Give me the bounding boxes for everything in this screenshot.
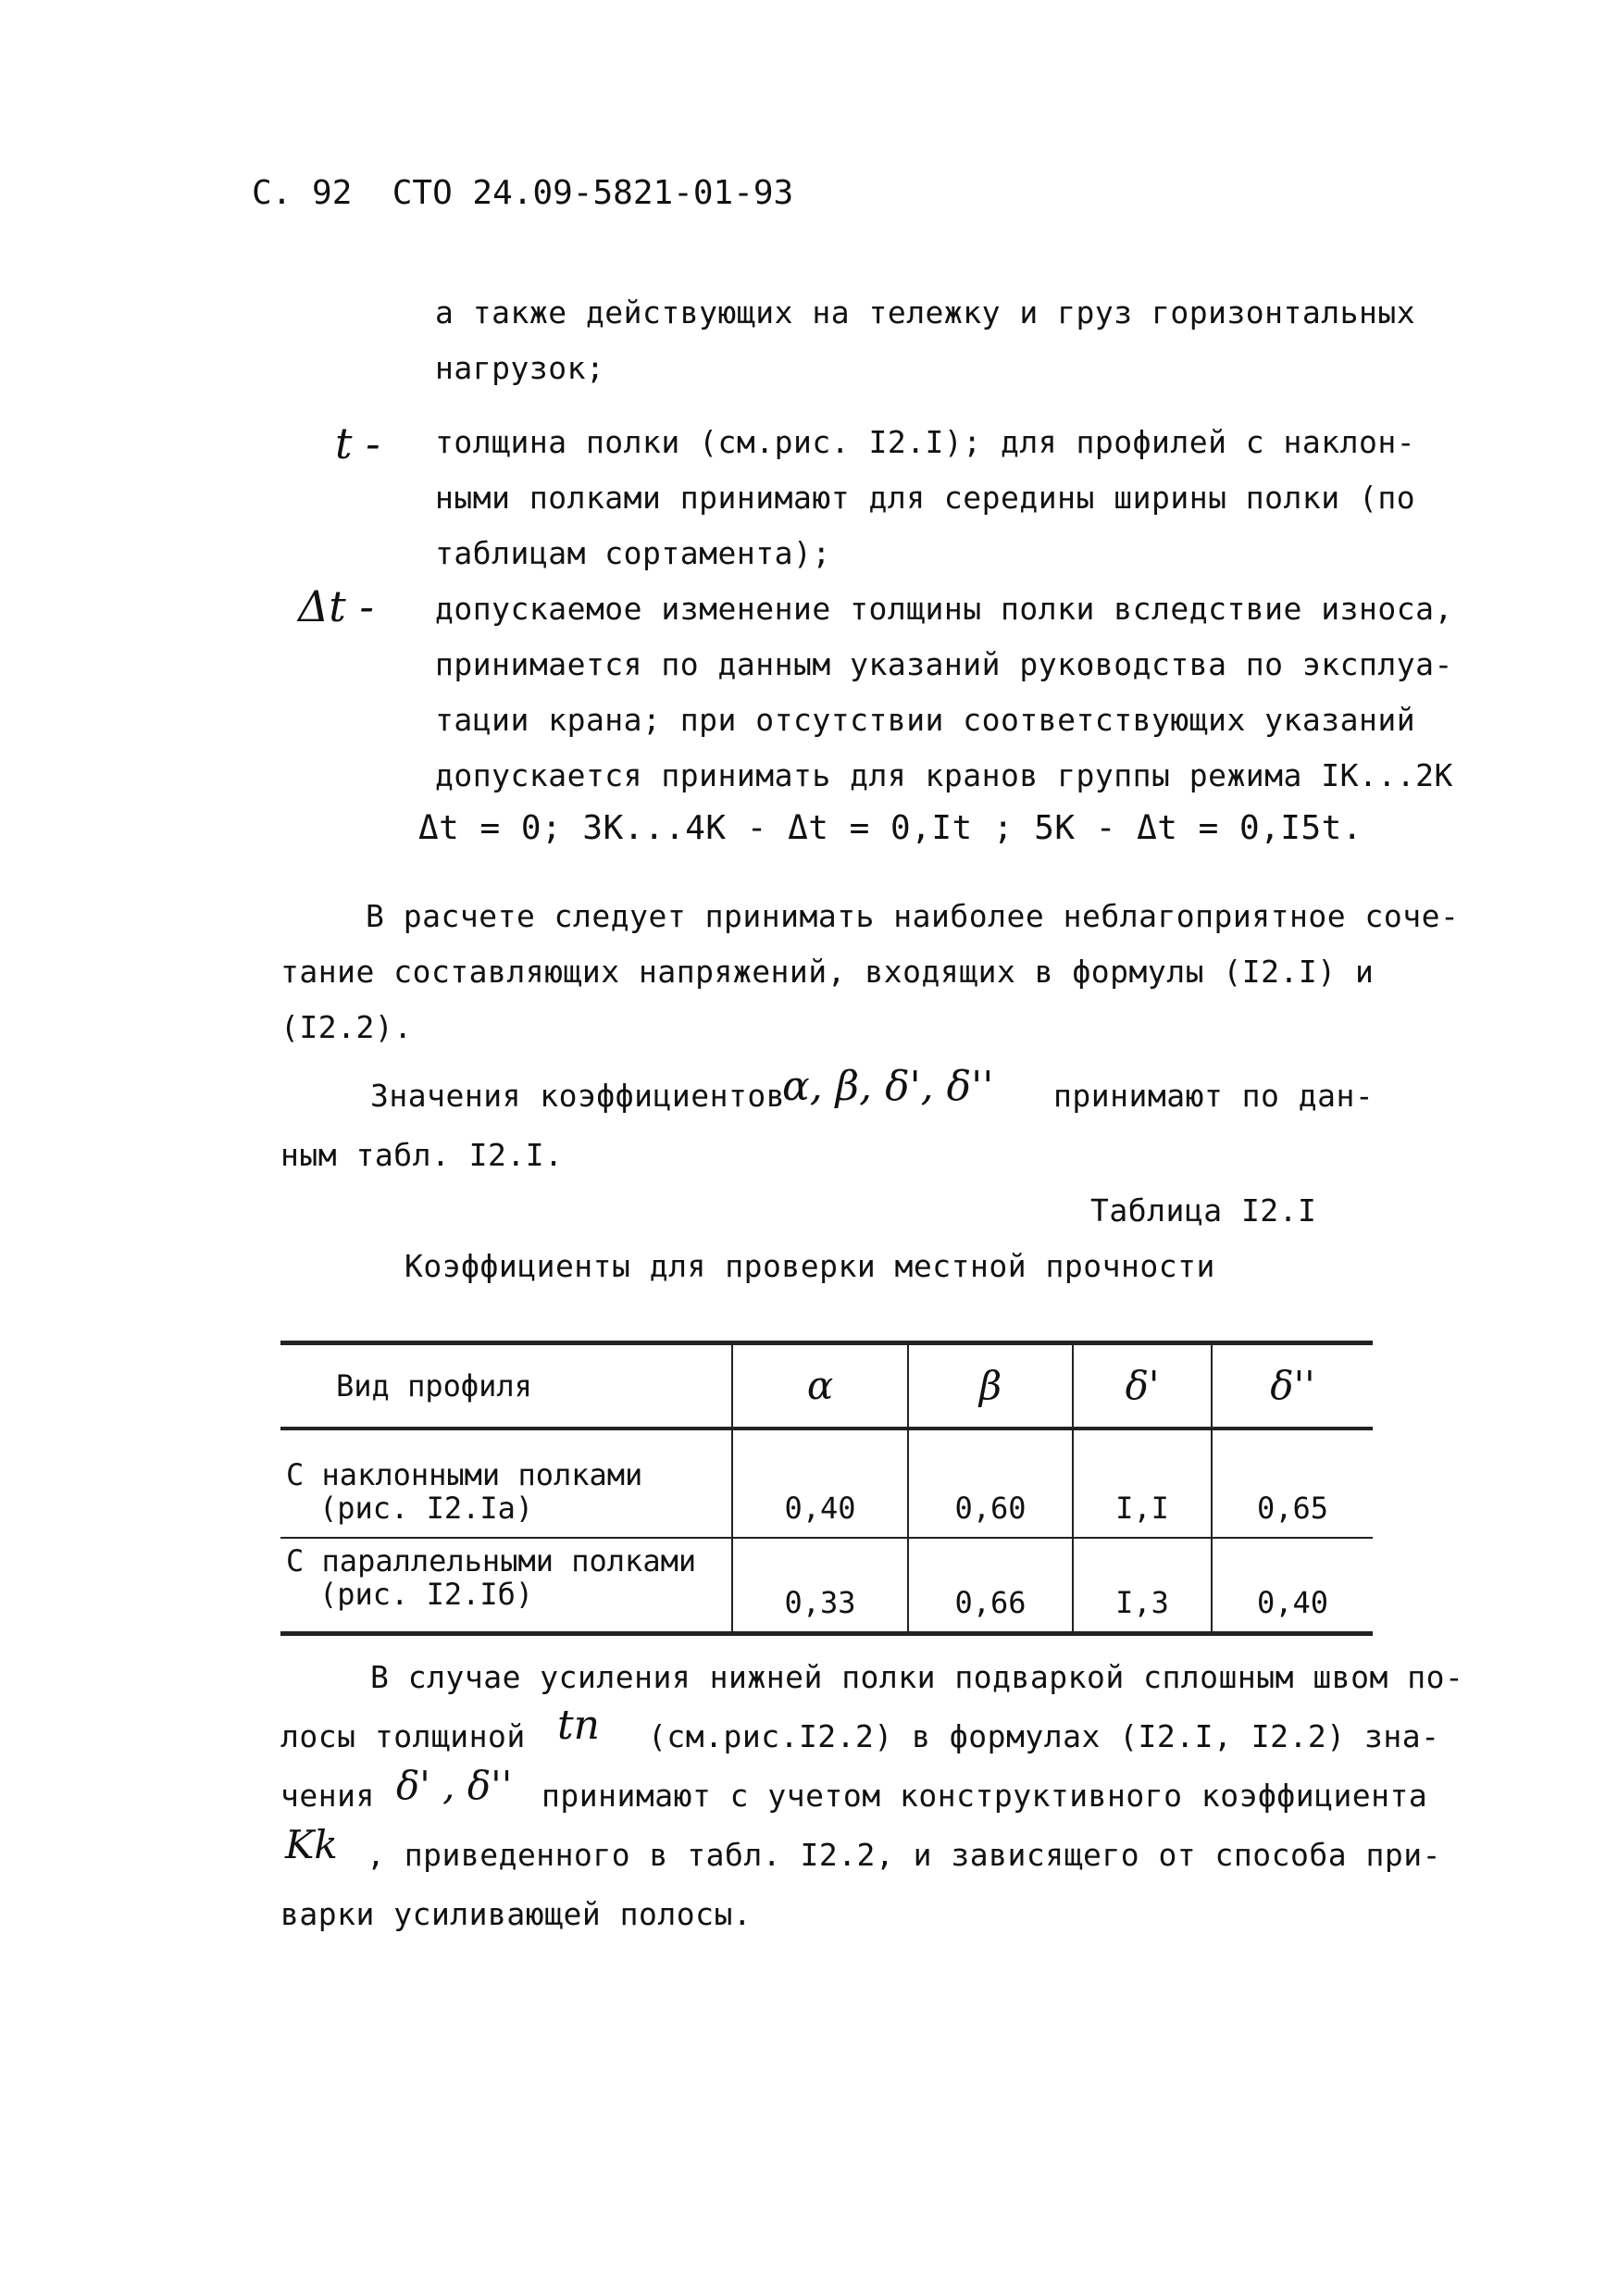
paragraph3-line4-end: , приведенного в табл. I2.2, и зависящего от способа при- — [367, 1837, 1441, 1873]
paragraph2-line1-end: принимают по дан- — [1053, 1078, 1375, 1114]
paragraph2-line1-start: Значения коэффициентов — [370, 1078, 786, 1114]
value-alpha: 0,40 — [732, 1429, 908, 1538]
definition-continuation-line1: а также действующих на тележку и груз горизонтальных — [435, 294, 1416, 331]
table-number: Таблица I2.I — [1090, 1192, 1317, 1229]
strip-thickness-symbol: tп — [557, 1702, 601, 1749]
header-profile-type: Вид профиля — [336, 1367, 532, 1404]
profile-name: С параллельными полками — [286, 1542, 697, 1578]
paragraph3-line2-end: (см.рис.I2.2) в формулах (I2.I, I2.2) зна- — [648, 1718, 1440, 1754]
header-delta-double-prime: δ'' — [1212, 1343, 1373, 1429]
delta-t-definition-line1: допускаемое изменение толщины полки вследствие износа, — [435, 591, 1453, 627]
header-beta: β — [908, 1343, 1073, 1429]
t-definition-line3: таблицам сортамента); — [435, 535, 831, 571]
coefficient-symbols: α, β, δ', δ'' — [782, 1063, 994, 1110]
page-header — [252, 174, 793, 212]
delta-t-symbol: Δt - — [298, 581, 374, 631]
value-beta: 0,60 — [908, 1429, 1073, 1538]
t-definition-line2: ными полками принимают для середины ширины полки (по — [435, 480, 1416, 516]
document-code: СТО 24.09-5821-01-93 — [392, 174, 794, 212]
paragraph3-line3-end: принимают с учетом конструктивного коэффициента — [541, 1778, 1428, 1814]
definition-continuation-line2: нагрузок; — [435, 350, 605, 386]
t-symbol: t - — [335, 418, 380, 468]
table-header-row — [280, 1343, 1373, 1429]
paragraph1-line2: тание составляющих напряжений, входящих в формулы (I2.I) и — [280, 954, 1375, 990]
delta-symbols: δ' , δ'' — [396, 1763, 513, 1808]
value-delta-double-prime: 0,65 — [1212, 1429, 1373, 1538]
profile-figure-ref: (рис. I2.Iа) — [319, 1490, 534, 1526]
paragraph3-line2-start: лосы толщиной — [280, 1718, 526, 1754]
table-row — [280, 1429, 1373, 1538]
profile-name-cell — [280, 1538, 732, 1634]
paragraph2-line2: ным табл. I2.I. — [280, 1137, 564, 1173]
value-beta: 0,66 — [908, 1538, 1073, 1634]
delta-t-values-line: Δt = 0; 3К...4К - Δt = 0,It ; 5К - Δt = 0,I5t. — [418, 809, 1363, 847]
delta-t-definition-line2: принимается по данным указаний руководства по эксплуа- — [435, 646, 1453, 682]
paragraph3-line3-start: чения — [280, 1778, 375, 1814]
value-delta-prime: I,3 — [1073, 1538, 1212, 1634]
header-alpha: α — [732, 1343, 908, 1429]
paragraph1-line3: (I2.2). — [280, 1009, 413, 1045]
delta-t-definition-line4: допускается принимать для кранов группы режима IК...2К — [435, 757, 1453, 793]
delta-t-definition-line3: тации крана; при отсутствии соответствующих указаний — [435, 702, 1416, 738]
value-delta-double-prime: 0,40 — [1212, 1538, 1373, 1634]
profile-figure-ref: (рис. I2.Iб) — [319, 1576, 534, 1612]
t-definition-line1: толщина полки (см.рис. I2.I); для профилей с наклон- — [435, 424, 1416, 460]
page-number: С. 92 — [252, 174, 353, 212]
table-title: Коэффициенты для проверки местной прочности — [404, 1248, 1215, 1284]
value-alpha: 0,33 — [732, 1538, 908, 1634]
profile-name: С наклонными полками — [286, 1456, 643, 1492]
profile-name-cell — [280, 1429, 732, 1538]
design-coefficient-symbol: Kk — [285, 1822, 338, 1867]
value-delta-prime: I,I — [1073, 1429, 1212, 1538]
header-delta-prime: δ' — [1073, 1343, 1212, 1429]
paragraph3-line5: варки усиливающей полосы. — [280, 1896, 753, 1932]
table-row — [280, 1538, 1373, 1634]
paragraph3-line1: В случае усиления нижней полки подваркой сплошным швом по- — [370, 1659, 1464, 1695]
paragraph1-line1: В расчете следует принимать наиболее неблагоприятное сочe- — [366, 898, 1460, 934]
coefficients-table — [280, 1341, 1373, 1636]
